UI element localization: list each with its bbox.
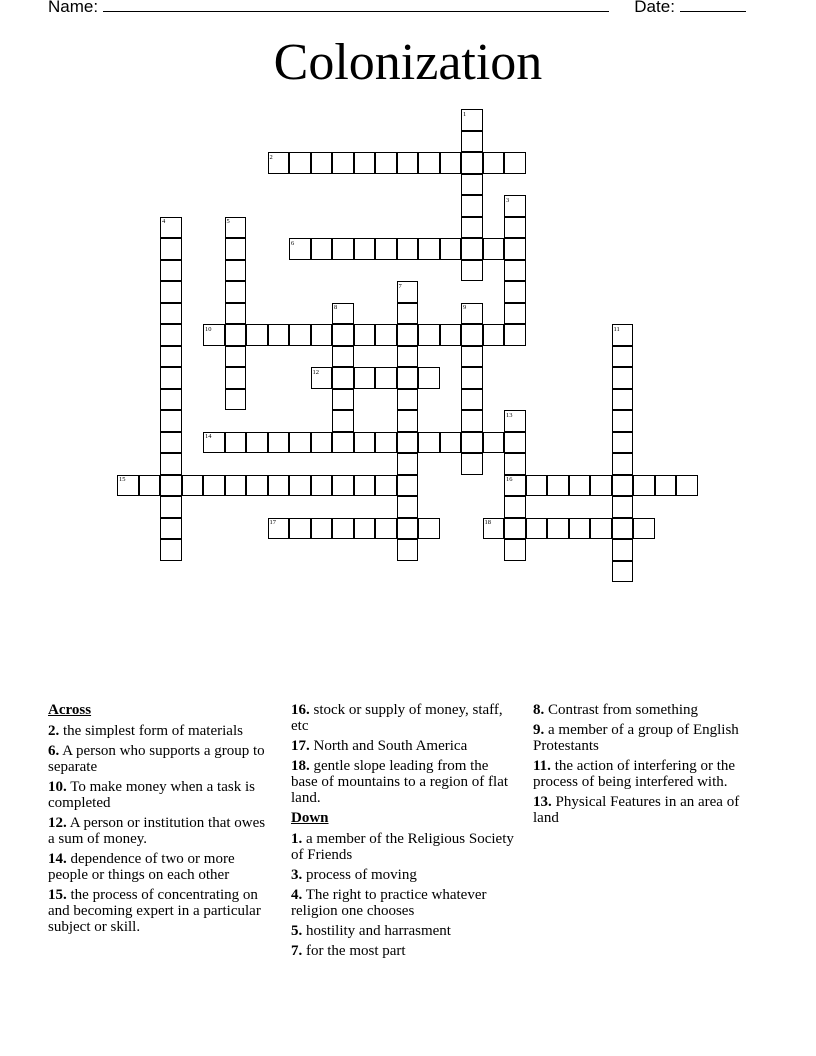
crossword-cell[interactable] bbox=[354, 238, 376, 260]
crossword-cell[interactable] bbox=[225, 346, 247, 368]
crossword-cell[interactable] bbox=[612, 389, 634, 411]
crossword-cell[interactable] bbox=[332, 238, 354, 260]
clue-across-2: 2. the simplest form of materials bbox=[48, 723, 243, 739]
crossword-cell[interactable] bbox=[160, 346, 182, 368]
crossword-cell[interactable] bbox=[354, 324, 376, 346]
crossword-cell[interactable] bbox=[440, 432, 462, 454]
clue-number: 11 bbox=[613, 325, 620, 333]
crossword-cell[interactable] bbox=[268, 475, 290, 497]
crossword-cell[interactable] bbox=[332, 346, 354, 368]
crossword-cell[interactable] bbox=[225, 324, 247, 346]
crossword-cell[interactable] bbox=[160, 475, 182, 497]
crossword-cell[interactable] bbox=[612, 539, 634, 561]
clue-across-16: 16. stock or supply of money, staff, etc bbox=[291, 702, 503, 734]
clue-down-9: 9. a member of a group of English Protestants bbox=[533, 722, 739, 754]
clue-across-18: 18. gentle slope leading from the base of mountains to a region of flat land. bbox=[291, 758, 509, 806]
crossword-cell[interactable] bbox=[461, 389, 483, 411]
crossword-cell[interactable] bbox=[139, 475, 161, 497]
crossword-cell[interactable] bbox=[160, 496, 182, 518]
crossword-cell[interactable] bbox=[289, 518, 311, 540]
crossword-cell[interactable] bbox=[440, 152, 462, 174]
clue-down-7: 7. for the most part bbox=[291, 943, 406, 959]
crossword-cell[interactable] bbox=[418, 367, 440, 389]
crossword-cell[interactable] bbox=[397, 453, 419, 475]
crossword-cell[interactable] bbox=[375, 367, 397, 389]
crossword-cell[interactable] bbox=[289, 475, 311, 497]
crossword-cell[interactable] bbox=[461, 217, 483, 239]
crossword-cell[interactable] bbox=[612, 346, 634, 368]
clue-number: 5 bbox=[226, 218, 230, 225]
crossword-cell[interactable] bbox=[332, 367, 354, 389]
crossword-cell[interactable] bbox=[332, 475, 354, 497]
crossword-cell[interactable] bbox=[504, 324, 526, 346]
crossword-cell[interactable] bbox=[504, 539, 526, 561]
clue-number: 16 bbox=[506, 476, 513, 483]
crossword-cell[interactable] bbox=[504, 152, 526, 174]
crossword-cell[interactable] bbox=[246, 475, 268, 497]
crossword-cell[interactable] bbox=[311, 152, 333, 174]
clue-number: 14 bbox=[205, 433, 212, 440]
crossword-cell[interactable] bbox=[225, 389, 247, 411]
crossword-cell[interactable] bbox=[397, 367, 419, 389]
crossword-cell[interactable] bbox=[375, 324, 397, 346]
clue-number: 7 bbox=[398, 282, 402, 290]
crossword-cell[interactable] bbox=[461, 453, 483, 475]
clue-across-10: 10. To make money when a task is completed bbox=[48, 779, 255, 811]
crossword-cell[interactable] bbox=[160, 518, 182, 540]
crossword-cell[interactable] bbox=[547, 475, 569, 497]
crossword-cell[interactable] bbox=[160, 367, 182, 389]
crossword-cell[interactable] bbox=[160, 410, 182, 432]
crossword-cell[interactable] bbox=[354, 475, 376, 497]
clues-column-2 bbox=[291, 702, 516, 963]
crossword-cell[interactable] bbox=[375, 238, 397, 260]
clue-number: 2 bbox=[269, 153, 273, 161]
crossword-cell[interactable] bbox=[633, 518, 655, 540]
crossword-cell[interactable] bbox=[590, 475, 612, 497]
crossword-cell[interactable] bbox=[289, 432, 311, 454]
crossword-cell[interactable] bbox=[461, 367, 483, 389]
crossword-cell[interactable] bbox=[182, 475, 204, 497]
crossword-cell[interactable] bbox=[461, 260, 483, 282]
crossword-cell[interactable] bbox=[483, 152, 505, 174]
crossword-cell[interactable] bbox=[461, 195, 483, 217]
crossword-cell[interactable] bbox=[354, 152, 376, 174]
crossword-cell[interactable] bbox=[612, 410, 634, 432]
crossword-cell[interactable] bbox=[590, 518, 612, 540]
crossword-cell[interactable] bbox=[612, 475, 634, 497]
clue-down-3: 3. process of moving bbox=[291, 867, 417, 883]
crossword-cell[interactable] bbox=[504, 453, 526, 475]
down-heading: Down bbox=[291, 810, 329, 826]
crossword-cell[interactable] bbox=[461, 238, 483, 260]
clues-column-1 bbox=[48, 702, 273, 939]
crossword-cell[interactable] bbox=[397, 518, 419, 540]
clue-across-14: 14. dependence of two or more people or things on each other bbox=[48, 851, 235, 883]
clue-number: 3 bbox=[506, 196, 510, 204]
crossword-cell[interactable] bbox=[461, 174, 483, 196]
crossword-cell[interactable] bbox=[332, 324, 354, 346]
crossword-cell[interactable] bbox=[225, 238, 247, 260]
clue-across-6: 6. A person who supports a group to separate bbox=[48, 743, 265, 775]
crossword-cell[interactable] bbox=[375, 432, 397, 454]
crossword-cell[interactable] bbox=[332, 389, 354, 411]
crossword-cell[interactable] bbox=[225, 475, 247, 497]
crossword-cell[interactable] bbox=[461, 432, 483, 454]
crossword-cell[interactable] bbox=[354, 432, 376, 454]
crossword-cell[interactable] bbox=[418, 518, 440, 540]
crossword-cell[interactable] bbox=[547, 518, 569, 540]
crossword-cell[interactable] bbox=[332, 518, 354, 540]
crossword-cell[interactable] bbox=[526, 518, 548, 540]
crossword-cell[interactable] bbox=[397, 324, 419, 346]
crossword-cell[interactable] bbox=[655, 475, 677, 497]
date-label: Date: bbox=[634, 0, 675, 16]
crossword-cell[interactable] bbox=[397, 303, 419, 325]
crossword-cell[interactable] bbox=[268, 432, 290, 454]
crossword-cell[interactable] bbox=[225, 281, 247, 303]
clue-number: 15 bbox=[119, 476, 126, 483]
crossword-cell[interactable] bbox=[612, 453, 634, 475]
clue-number: 12 bbox=[312, 368, 319, 376]
clue-down-5: 5. hostility and harrasment bbox=[291, 923, 451, 939]
crossword-cell[interactable] bbox=[332, 410, 354, 432]
clue-number: 10 bbox=[205, 325, 212, 333]
crossword-cell[interactable] bbox=[461, 131, 483, 153]
crossword-cell[interactable] bbox=[160, 389, 182, 411]
crossword-cell[interactable] bbox=[526, 475, 548, 497]
crossword-cell[interactable] bbox=[397, 496, 419, 518]
crossword-cell[interactable] bbox=[375, 475, 397, 497]
clue-down-4: 4. The right to practice whatever religion one chooses bbox=[291, 887, 487, 919]
crossword-cell[interactable] bbox=[483, 432, 505, 454]
crossword-cell[interactable] bbox=[225, 260, 247, 282]
crossword-cell[interactable] bbox=[633, 475, 655, 497]
clue-down-11: 11. the action of interfering or the process of being interfered with. bbox=[533, 758, 736, 790]
clue-number: 1 bbox=[463, 110, 467, 118]
crossword-cell[interactable] bbox=[418, 324, 440, 346]
crossword-cell[interactable] bbox=[504, 217, 526, 239]
crossword-cell[interactable] bbox=[504, 432, 526, 454]
crossword-cell[interactable] bbox=[332, 152, 354, 174]
clue-number: 18 bbox=[484, 519, 491, 526]
clue-down-13: 13. Physical Features in an area of land bbox=[533, 794, 740, 826]
crossword-cell[interactable] bbox=[504, 281, 526, 303]
crossword-cell[interactable] bbox=[612, 518, 634, 540]
crossword-cell[interactable] bbox=[289, 324, 311, 346]
crossword-cell[interactable] bbox=[311, 238, 333, 260]
clue-across-15: 15. the process of concentrating on and becoming expert in a particular subject or skill. bbox=[48, 887, 261, 935]
clue-across-12: 12. A person or institution that owes a sum of money. bbox=[48, 815, 266, 847]
crossword-cell[interactable] bbox=[612, 496, 634, 518]
crossword-cell[interactable] bbox=[246, 324, 268, 346]
clue-number: 6 bbox=[291, 239, 295, 247]
crossword-cell[interactable] bbox=[160, 281, 182, 303]
crossword-cell[interactable] bbox=[461, 324, 483, 346]
crossword-cell[interactable] bbox=[225, 303, 247, 325]
clues-column-3 bbox=[533, 702, 758, 830]
crossword-cell[interactable] bbox=[397, 475, 419, 497]
crossword-cell[interactable] bbox=[160, 453, 182, 475]
crossword-cell[interactable] bbox=[311, 518, 333, 540]
crossword-cell[interactable] bbox=[504, 260, 526, 282]
crossword-cell[interactable] bbox=[418, 152, 440, 174]
name-label: Name: bbox=[48, 0, 99, 16]
crossword-cell[interactable] bbox=[203, 475, 225, 497]
crossword-cell[interactable] bbox=[332, 432, 354, 454]
crossword-cell[interactable] bbox=[440, 238, 462, 260]
clue-down-8: 8. Contrast from something bbox=[533, 702, 698, 718]
clue-across-17: 17. North and South America bbox=[291, 738, 468, 754]
crossword-cell[interactable] bbox=[397, 389, 419, 411]
crossword-cell[interactable] bbox=[504, 238, 526, 260]
crossword-cell[interactable] bbox=[268, 324, 290, 346]
crossword-cell[interactable] bbox=[461, 152, 483, 174]
page-title: Colonization bbox=[273, 34, 543, 91]
crossword-cell[interactable] bbox=[461, 410, 483, 432]
crossword-cell[interactable] bbox=[440, 324, 462, 346]
crossword-cell[interactable] bbox=[504, 518, 526, 540]
crossword-cell[interactable] bbox=[397, 152, 419, 174]
crossword-cell[interactable] bbox=[483, 238, 505, 260]
crossword-cell[interactable] bbox=[612, 432, 634, 454]
crossword-cell[interactable] bbox=[418, 238, 440, 260]
across-heading: Across bbox=[48, 702, 92, 718]
crossword-cell[interactable] bbox=[246, 432, 268, 454]
crossword-cell[interactable] bbox=[375, 152, 397, 174]
crossword-cell[interactable] bbox=[354, 367, 376, 389]
crossword-cell[interactable] bbox=[483, 324, 505, 346]
crossword-cell[interactable] bbox=[375, 518, 397, 540]
crossword-cell[interactable] bbox=[160, 238, 182, 260]
crossword-cell[interactable] bbox=[397, 238, 419, 260]
crossword-cell[interactable] bbox=[160, 260, 182, 282]
crossword-cell[interactable] bbox=[504, 496, 526, 518]
crossword-cell[interactable] bbox=[289, 152, 311, 174]
clue-number: 4 bbox=[162, 218, 166, 225]
crossword-cell[interactable] bbox=[612, 561, 634, 583]
crossword-cell[interactable] bbox=[225, 432, 247, 454]
crossword-cell[interactable] bbox=[311, 475, 333, 497]
crossword-cell[interactable] bbox=[569, 518, 591, 540]
crossword-cell[interactable] bbox=[504, 303, 526, 325]
clue-number: 17 bbox=[269, 519, 276, 526]
clue-number: 9 bbox=[463, 304, 467, 311]
crossword-cell[interactable] bbox=[160, 324, 182, 346]
crossword-cell[interactable] bbox=[160, 539, 182, 561]
crossword-cell[interactable] bbox=[160, 303, 182, 325]
crossword-cell[interactable] bbox=[160, 432, 182, 454]
crossword-cell[interactable] bbox=[311, 432, 333, 454]
crossword-cell[interactable] bbox=[612, 367, 634, 389]
crossword-cell[interactable] bbox=[569, 475, 591, 497]
clue-number: 8 bbox=[334, 304, 338, 311]
crossword-cell[interactable] bbox=[397, 539, 419, 561]
crossword-cell[interactable] bbox=[354, 518, 376, 540]
clue-number: 13 bbox=[506, 411, 513, 419]
crossword-cell[interactable] bbox=[397, 410, 419, 432]
clue-down-1: 1. a member of the Religious Society of Friends bbox=[291, 831, 514, 863]
crossword-cell[interactable] bbox=[418, 432, 440, 454]
crossword-cell[interactable] bbox=[225, 367, 247, 389]
crossword-cell[interactable] bbox=[311, 324, 333, 346]
crossword-cell[interactable] bbox=[461, 346, 483, 368]
crossword-cell[interactable] bbox=[397, 432, 419, 454]
crossword-cell[interactable] bbox=[676, 475, 698, 497]
crossword-cell[interactable] bbox=[397, 346, 419, 368]
